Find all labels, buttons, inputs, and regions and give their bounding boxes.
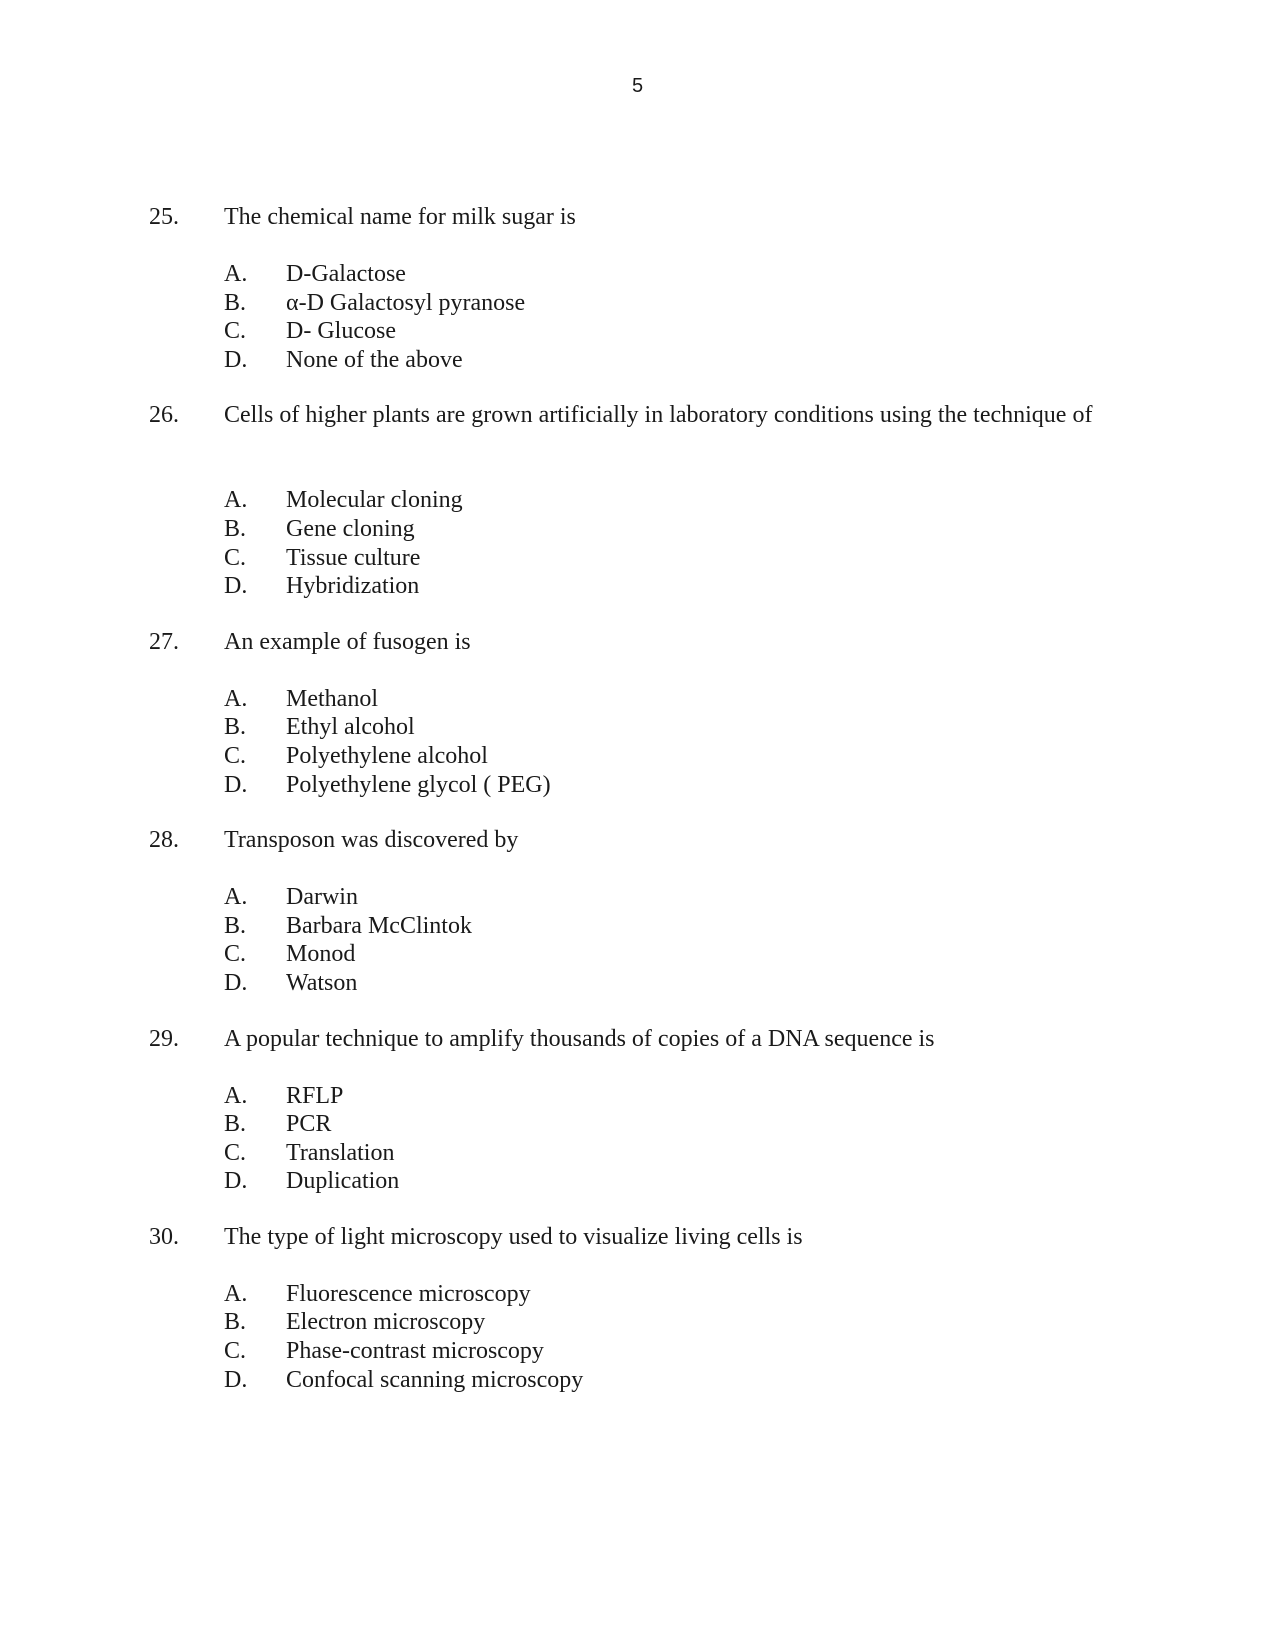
option-letter: C. [224, 1338, 247, 1365]
option-text: Molecular cloning [286, 487, 463, 514]
question-number: 26. [149, 402, 179, 429]
option-text: Ethyl alcohol [286, 714, 415, 741]
option-letter: D. [224, 771, 248, 798]
option-letter: A. [224, 1082, 248, 1109]
option-a [0, 1082, 1275, 1111]
question-26 [0, 401, 1275, 600]
option-letter: C. [224, 742, 247, 769]
option-b [0, 515, 1275, 544]
option-a [0, 486, 1275, 515]
option-b [0, 289, 1275, 318]
option-d [0, 572, 1275, 601]
question-text: The type of light microscopy used to visualize living cells is [224, 1223, 803, 1250]
question-text: Transposon was discovered by [224, 827, 519, 854]
option-d [0, 346, 1275, 375]
option-c [0, 742, 1275, 771]
option-text: Barbara McClintok [286, 912, 472, 939]
option-letter: B. [224, 1111, 247, 1138]
option-text: Polyethylene alcohol [286, 742, 488, 769]
option-b [0, 1110, 1275, 1139]
question-30 [0, 1223, 1275, 1394]
question-number: 30. [149, 1223, 179, 1250]
option-text: Electron microscopy [286, 1309, 486, 1336]
option-text: None of the above [286, 346, 463, 373]
option-text: Phase-contrast microscopy [286, 1338, 544, 1365]
option-text: Duplication [286, 1168, 400, 1195]
option-b [0, 713, 1275, 742]
option-list [0, 260, 1275, 374]
option-a [0, 685, 1275, 714]
option-d [0, 1366, 1275, 1395]
option-list [0, 883, 1275, 997]
option-letter: B. [224, 714, 247, 741]
option-text: Confocal scanning microscopy [286, 1366, 584, 1393]
option-d [0, 1167, 1275, 1196]
option-letter: D. [224, 1366, 248, 1393]
option-text: Darwin [286, 884, 358, 911]
page-number: 5 [631, 75, 644, 97]
option-d [0, 771, 1275, 800]
question-text: The chemical name for milk sugar is [224, 204, 576, 230]
option-a [0, 1280, 1275, 1309]
option-letter: B. [224, 1309, 247, 1336]
option-list [0, 1280, 1275, 1394]
option-text: PCR [286, 1111, 332, 1138]
option-text: α-D Galactosyl pyranose [286, 289, 526, 316]
option-letter: A. [224, 884, 248, 911]
option-c [0, 317, 1275, 346]
option-text: Gene cloning [286, 515, 415, 542]
question-28 [0, 826, 1275, 997]
option-text: D- Glucose [286, 318, 396, 345]
option-c [0, 544, 1275, 573]
option-text: Polyethylene glycol ( PEG) [286, 771, 551, 798]
option-letter: A. [224, 261, 248, 287]
option-list [0, 486, 1275, 600]
option-text: Fluorescence microscopy [286, 1280, 531, 1307]
option-list [0, 685, 1275, 799]
question-text: An example of fusogen is [224, 628, 471, 655]
option-letter: D. [224, 346, 248, 373]
option-text: Translation [286, 1139, 395, 1166]
option-letter: A. [224, 685, 248, 712]
option-text: Tissue culture [286, 544, 421, 571]
question-25 [0, 203, 1275, 374]
question-number: 28. [149, 827, 179, 854]
option-letter: C. [224, 1139, 247, 1166]
option-letter: D. [224, 969, 248, 996]
option-d [0, 969, 1275, 998]
question-number: 25. [149, 204, 179, 230]
question-number: 29. [149, 1025, 179, 1052]
option-letter: A. [224, 487, 248, 514]
option-letter: B. [224, 289, 247, 316]
option-text: RFLP [286, 1082, 344, 1109]
option-letter: C. [224, 941, 247, 968]
option-letter: A. [224, 1280, 248, 1307]
option-letter: C. [224, 544, 247, 571]
option-letter: B. [224, 912, 247, 939]
question-text: A popular technique to amplify thousands of copies of a DNA sequence is [224, 1025, 935, 1052]
option-b [0, 912, 1275, 941]
option-a [0, 883, 1275, 912]
option-c [0, 940, 1275, 969]
option-a [0, 260, 1275, 289]
option-letter: B. [224, 515, 247, 542]
option-c [0, 1139, 1275, 1168]
option-letter: D. [224, 573, 248, 600]
option-text: Monod [286, 941, 356, 968]
question-number: 27. [149, 628, 179, 655]
option-list [0, 1082, 1275, 1196]
question-27 [0, 628, 1275, 799]
question-29 [0, 1025, 1275, 1196]
option-letter: D. [224, 1168, 248, 1195]
option-text: Methanol [286, 685, 378, 712]
option-b [0, 1308, 1275, 1337]
question-text: Cells of higher plants are grown artificially in laboratory conditions using the technique of [224, 402, 1093, 429]
option-text: D-Galactose [286, 261, 406, 287]
question-list [0, 203, 1275, 1421]
option-text: Watson [286, 969, 358, 996]
option-letter: C. [224, 318, 247, 345]
option-c [0, 1337, 1275, 1366]
option-text: Hybridization [286, 573, 420, 600]
